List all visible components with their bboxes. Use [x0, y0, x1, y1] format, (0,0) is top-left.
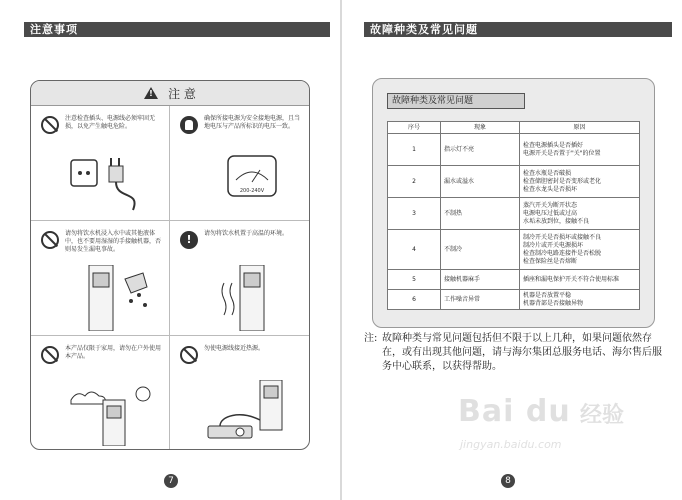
- precaution-text: 勿使电源线接近热源。: [204, 345, 265, 352]
- table-row: 4 不制冷 制冷开关是否损坏或接触不良 制冷片或开关电源损坏 检查制冷电路连接件是否松脱 检查保险丝是否熔断: [388, 230, 640, 270]
- precautions-panel: [30, 80, 310, 450]
- outdoor-use-illustration: [61, 380, 161, 446]
- dispenser-water-illustration: [61, 265, 161, 331]
- precaution-cell: [31, 106, 170, 221]
- precaution-text: 本产品仅限于家用，请勿在户外使用本产品。: [65, 345, 162, 360]
- plug-cord-illustration: [61, 150, 161, 216]
- precaution-cell: [31, 336, 170, 450]
- table-row: 3 不制热 蒸汽开关为断开状态 电源电压过低或过高 水垢未放到位，接触不良: [388, 198, 640, 230]
- precaution-cell: [170, 106, 309, 221]
- troubleshooting-title: 故障种类及常见问题: [387, 93, 525, 109]
- precaution-text: 确保所接电源为安全接地电源，且当地电压与产品所标识的电压一致。: [204, 115, 301, 130]
- table-row: 5 接触机器麻手 插座和漏电保护开关不符合使用标准: [388, 270, 640, 290]
- page-number: 7: [164, 474, 178, 488]
- svg-text:200-240V: 200-240V: [239, 188, 265, 194]
- note-text: 故障种类与常见问题包括但不限于以上几种，如果问题依然存在，或有出现其他问题，请与海尔集团总服务电话、海尔售后服务中心联系，以获得帮助。: [382, 333, 662, 372]
- precaution-cell: [170, 336, 309, 450]
- precaution-text: 请勿将饮水机浸入水中或其他液体中，也不要用湿湿的手接触机器，否则易发生漏电事故。: [65, 230, 162, 253]
- right-page: [342, 0, 682, 500]
- watermark-url: jingyan.baidu.com: [460, 438, 562, 451]
- troubleshooting-table: [387, 121, 640, 310]
- precautions-title: 注 意: [168, 86, 196, 101]
- page-number: 8: [501, 474, 515, 488]
- precaution-cell: [31, 221, 170, 336]
- precautions-header: [31, 81, 309, 106]
- watermark: [458, 394, 658, 474]
- table-header-row: [388, 122, 640, 134]
- prohibit-icon: [41, 346, 59, 364]
- precaution-cell: [170, 221, 309, 336]
- warning-triangle-icon: !: [144, 87, 158, 99]
- dispenser-heat-illustration: [200, 265, 300, 331]
- caution-icon: !: [180, 231, 198, 249]
- left-page: [0, 0, 340, 500]
- right-page-header: 故障种类及常见问题: [364, 22, 672, 37]
- prohibit-icon: [180, 346, 198, 364]
- left-page-header: 注意事项: [24, 22, 330, 37]
- table-row: 2 漏水或溢水 检查水瓶是否破损 检查储胆密封是否变形或老化 检查水龙头是否损坏: [388, 166, 640, 198]
- troubleshooting-panel: [372, 78, 655, 328]
- ground-mandatory-icon: [180, 116, 198, 134]
- cord-heat-source-illustration: [200, 380, 300, 446]
- watermark-logo-cn: 经验: [580, 403, 625, 428]
- prohibit-icon: [41, 116, 59, 134]
- note-label: 注:: [364, 333, 378, 344]
- table-row: 6 工作噪音异常 机器是否放置平稳 机器背部是否接触异物: [388, 290, 640, 310]
- prohibit-icon: [41, 231, 59, 249]
- table-row: 1 指示灯不亮 检查电源插头是否插好 电源开关是否置于"关"的位置: [388, 134, 640, 166]
- column-header: 原因: [520, 122, 640, 134]
- watermark-logo: Bai du: [458, 394, 571, 429]
- column-header: 序号: [388, 122, 441, 134]
- column-header: 现象: [441, 122, 520, 134]
- voltage-meter-illustration: [200, 150, 300, 216]
- precaution-text: 请勿将饮水机置于高温的环境。: [204, 230, 289, 237]
- precaution-text: 注意检查插头、电源线必须牢固无损，以免产生触电危险。: [65, 115, 156, 130]
